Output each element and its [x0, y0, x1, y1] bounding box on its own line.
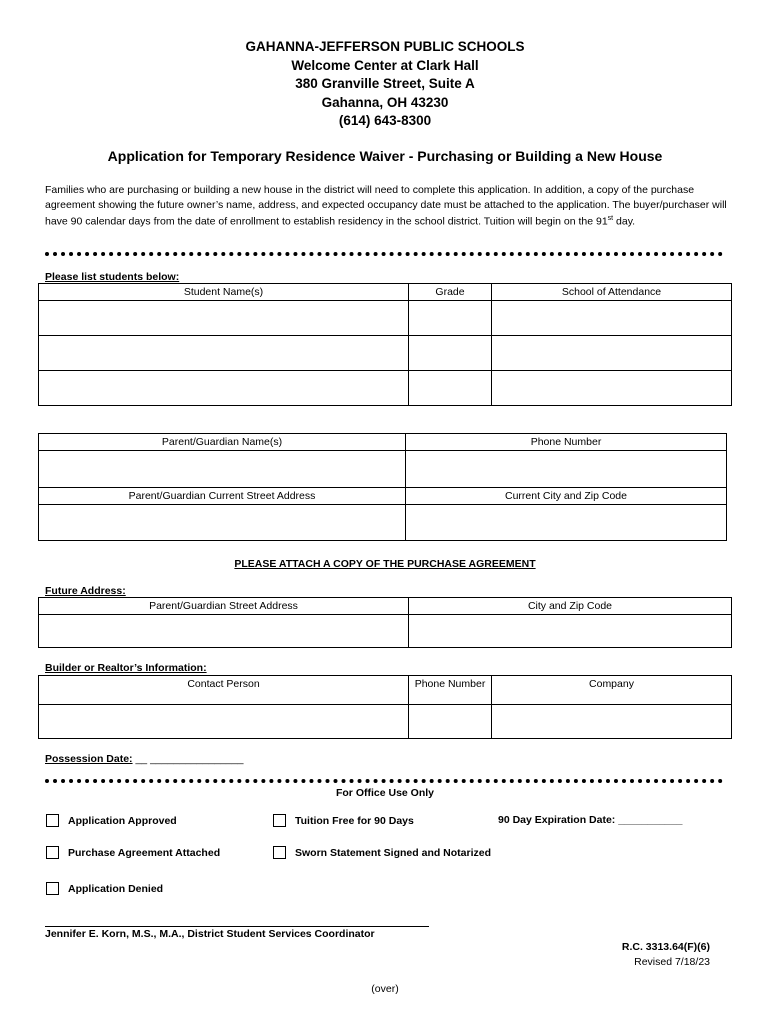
sworn-label: Sworn Statement Signed and Notarized — [295, 846, 492, 859]
col-contact: Contact Person — [39, 676, 409, 705]
over-note: (over) — [371, 983, 399, 995]
student-name-input[interactable] — [39, 371, 409, 406]
approved-option[interactable] — [46, 814, 177, 827]
expiration-field[interactable] — [498, 814, 682, 826]
intro-sup: st — [607, 215, 614, 222]
purchase-label: Purchase Agreement Attached — [68, 846, 221, 859]
col-grade: Grade — [409, 284, 492, 301]
purchase-option[interactable] — [46, 846, 220, 859]
denied-option[interactable] — [46, 882, 163, 895]
students-label: Please list students below: — [45, 271, 180, 283]
col-company: Company — [492, 676, 732, 705]
dotted-divider — [45, 779, 723, 783]
parent-name-input[interactable] — [39, 451, 406, 488]
col-phone: Phone Number — [406, 434, 727, 451]
col-school: School of Attendance — [492, 284, 732, 301]
phone: (614) 643-8300 — [338, 113, 432, 128]
parent-phone-input[interactable] — [406, 451, 727, 488]
city-state-zip: Gahanna, OH 43230 — [321, 94, 449, 110]
school-input[interactable] — [492, 301, 732, 336]
form-title: Application for Temporary Residence Waiver - Purchasing or Building a New House — [107, 148, 663, 164]
contact-input[interactable] — [39, 705, 409, 739]
denied-label: Application Denied — [68, 882, 164, 895]
checkbox-purchase[interactable] — [46, 846, 59, 859]
student-name-input[interactable] — [39, 301, 409, 336]
tuition-label: Tuition Free for 90 Days — [295, 814, 414, 827]
street-address: 380 Granville Street, Suite A — [295, 76, 475, 91]
checkbox-denied[interactable] — [46, 882, 59, 895]
future-address-input[interactable] — [39, 615, 409, 648]
col-future-address: Parent/Guardian Street Address — [39, 598, 409, 615]
col-parent-name: Parent/Guardian Name(s) — [39, 434, 406, 451]
builder-label: Builder or Realtor’s Information: — [45, 662, 207, 674]
expiration-label: 90 Day Expiration Date: ___________ — [498, 814, 683, 826]
col-current-city: Current City and Zip Code — [406, 488, 727, 505]
tuition-option[interactable] — [273, 814, 414, 827]
student-name-input[interactable] — [39, 336, 409, 371]
grade-input[interactable] — [409, 371, 492, 406]
attach-notice: PLEASE ATTACH A COPY OF THE PURCHASE AGREEMENT — [234, 558, 536, 570]
table-row — [39, 301, 732, 336]
future-city-input[interactable] — [409, 615, 732, 648]
checkbox-sworn[interactable] — [273, 846, 286, 859]
grade-input[interactable] — [409, 301, 492, 336]
table-row — [39, 371, 732, 406]
school-header — [0, 38, 770, 131]
school-name: GAHANNA-JEFFERSON PUBLIC SCHOOLS — [245, 39, 525, 54]
approved-label: Application Approved — [68, 814, 177, 827]
col-student-name: Student Name(s) — [39, 284, 409, 301]
possession-label: Possession Date: — [45, 753, 133, 765]
dotted-divider — [45, 252, 723, 256]
builder-phone-input[interactable] — [409, 705, 492, 739]
grade-input[interactable] — [409, 336, 492, 371]
center-name: Welcome Center at Clark Hall — [291, 57, 479, 73]
col-builder-phone: Phone Number — [409, 676, 492, 705]
signature-line[interactable] — [45, 926, 429, 927]
rc-code: R.C. 3313.64(F)(6) — [621, 941, 710, 953]
signature-name: Jennifer E. Korn, M.S., M.A., District Student Services Coordinator — [45, 928, 375, 940]
checkbox-approved[interactable] — [46, 814, 59, 827]
school-input[interactable] — [492, 371, 732, 406]
future-table — [38, 597, 732, 648]
col-future-city: City and Zip Code — [409, 598, 732, 615]
sworn-option[interactable] — [273, 846, 491, 859]
revised-date: Revised 7/18/23 — [634, 956, 710, 968]
office-title: For Office Use Only — [335, 787, 435, 799]
intro-end: day. — [613, 215, 636, 228]
parent-table — [38, 433, 727, 541]
current-city-input[interactable] — [406, 505, 727, 541]
checkbox-tuition[interactable] — [273, 814, 286, 827]
intro-paragraph — [45, 183, 730, 229]
builder-table — [38, 675, 732, 739]
school-input[interactable] — [492, 336, 732, 371]
possession-date-field[interactable]: __ ________________ — [135, 753, 244, 765]
future-label: Future Address: — [45, 585, 126, 597]
col-current-address: Parent/Guardian Current Street Address — [39, 488, 406, 505]
students-table — [38, 283, 732, 406]
possession-row — [45, 753, 244, 765]
table-row — [39, 336, 732, 371]
current-address-input[interactable] — [39, 505, 406, 541]
intro-text: Families who are purchasing or building a new house in the district will need to complete this application. In addition, a copy of the purchase agreement showing the future owner’s name, address, and expected occupancy date must be attached to the application. The buyer/purchaser will have 90 calendar days from the date of enrollment to establish residency in the school district. Tuition will begin on the 91 — [45, 184, 727, 228]
company-input[interactable] — [492, 705, 732, 739]
